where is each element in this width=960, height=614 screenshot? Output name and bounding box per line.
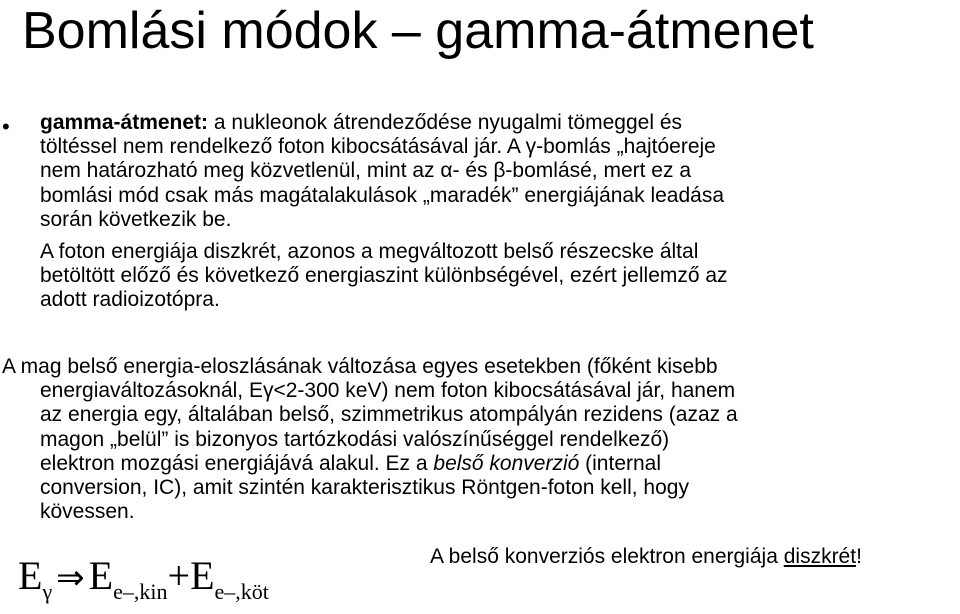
paragraph-gamma-transition-text: a nukleonok átrendeződése nyugalmi tömeggel és töltéssel nem rendelkező foton kibocsátásával jár. A γ-bomlás „hajtóereje nem határozható meg közvetlenül, mint az α- és β-bomlásé, mert ez a bomlási mód csak más magátalakulások „maradék” energiájának leadása során következik be. [40, 111, 725, 231]
formula-e-gamma: E [18, 553, 43, 598]
paragraph-gamma-transition [40, 111, 940, 232]
formula-e-kin: E [88, 553, 114, 598]
term-gamma-transition: gamma-átmenet: [40, 111, 209, 134]
energy-formula [18, 554, 269, 614]
formula-caption [430, 545, 862, 569]
paragraph-internal-conversion [2, 355, 940, 524]
formula-sub-bind: e–,köt [214, 579, 269, 604]
bullet-icon: • [2, 114, 10, 139]
formula-e-bind: E [190, 553, 215, 598]
paragraph-internal-conversion-text-1: A mag belső energia-eloszlásának változása egyes esetekben (főként kisebb energiaváltozásoknál, Eγ<2-300 keV) nem foton kibocsátásával jár, hanem az energia egy, általában belső, szimmetrikus atompályán rezidens (azaz a magon „belül” is bizonyos tartózkodási valószínűséggel rendelkező) elektron mozgási energiájává alakul. Ez a [2, 355, 738, 475]
formula-plus: + [167, 553, 191, 598]
caption-text: A belső konverziós elektron energiája [430, 545, 784, 568]
term-internal-conversion: belső konverzió [433, 451, 580, 475]
paragraph-internal-conversion-text-2: (internal conversion, IC), amit szintén karakterisztikus Röntgen-foton kell, hogy kövessen. [40, 451, 689, 524]
implies-arrow-icon: ⇒ [56, 558, 85, 598]
caption-underlined-word: diszkrét [783, 545, 857, 568]
formula-sub-gamma: γ [42, 579, 53, 604]
paragraph-photon-energy: A foton energiája diszkrét, azonos a megváltozott belső részecske által betöltött előző és következő energiaszint különbségével, ezért jellemző az adott radioizotópra. [40, 240, 728, 312]
caption-end: ! [856, 545, 862, 568]
slide-title: Bomlási módok – gamma-átmenet [22, 2, 814, 60]
formula-sub-kin: e–,kin [113, 579, 168, 604]
